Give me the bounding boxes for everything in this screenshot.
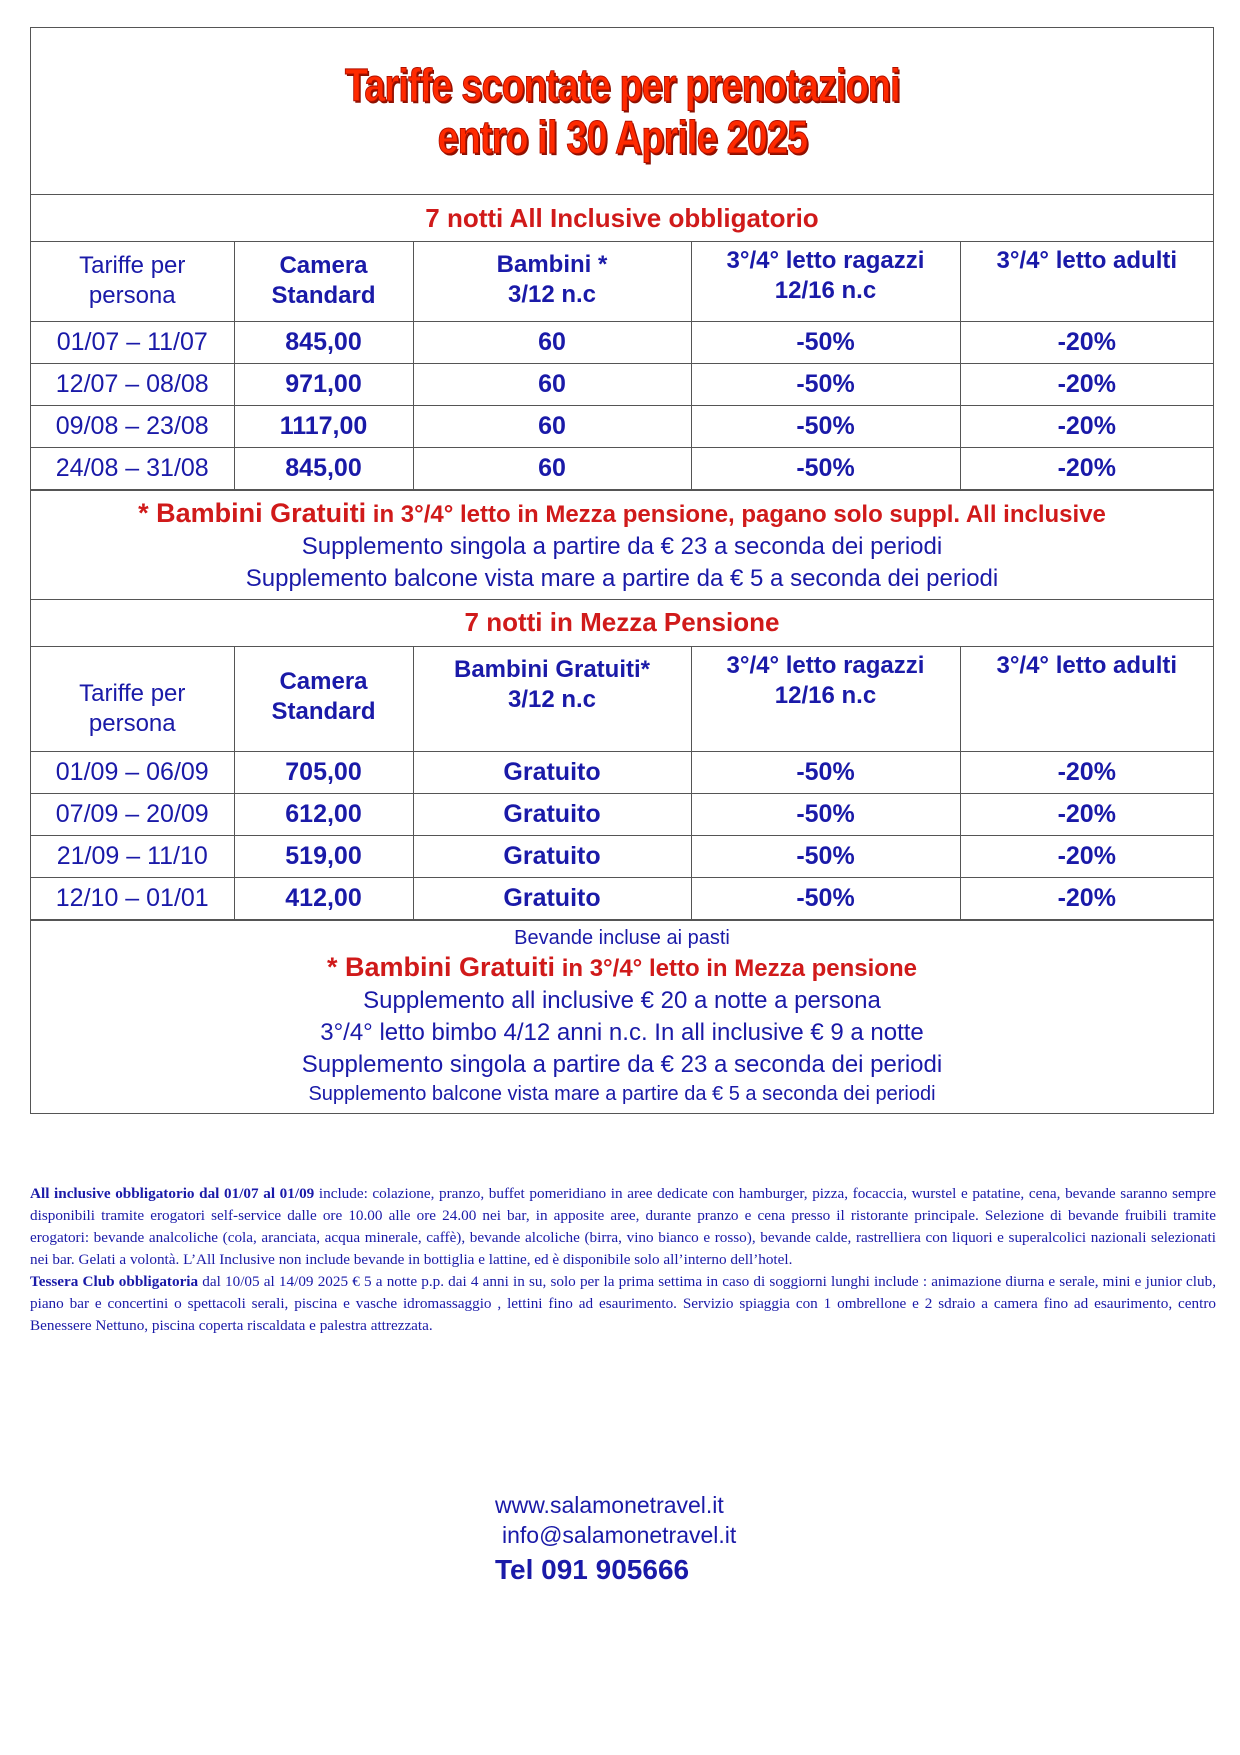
page-title-line-2: entro il 30 Aprile 2025: [437, 111, 807, 163]
cell-teens: -50%: [691, 752, 960, 794]
header-letto-adulti: 3°/4° letto adulti: [960, 647, 1213, 752]
cell-price: 705,00: [234, 752, 413, 794]
cell-period: 09/08 – 23/08: [31, 405, 234, 447]
cell-adults: -20%: [960, 878, 1213, 920]
cell-children: Gratuito: [413, 836, 691, 878]
header-bambini-gratuiti: Bambini Gratuiti* 3/12 n.c: [413, 647, 691, 752]
cell-adults: -20%: [960, 363, 1213, 405]
table-row: [31, 878, 1213, 920]
title-block: [31, 28, 1213, 195]
contact-block: [495, 1490, 895, 1590]
rates-table-all-inclusive: [31, 242, 1213, 490]
cell-teens: -50%: [691, 794, 960, 836]
cell-children: Gratuito: [413, 752, 691, 794]
website-link[interactable]: www.salamonetravel.it: [495, 1492, 724, 1518]
cell-price: 612,00: [234, 794, 413, 836]
note-supplemento-singola: Supplemento singola a partire da € 23 a seconda dei periodi: [301, 532, 943, 560]
table-header-row: [31, 242, 1213, 321]
footnote-all-inclusive: All inclusive obbligatorio dal 01/07 al 01/09 include: colazione, pranzo, buffet pomeridiano in aree dedicate con hamburger, pizza, focaccia, wurstel e patatine, cena, bevande saranno sempre disponibili tramite erogatori self-service dalle ore 10.00 alle ore 24.00 nei bar, in apposite aree, durante pranzo e cena presso il ristorante principale. Selezione di bevande fruibili tramite erogatori: bevande analcoliche (cola, aranciata, acqua minerale, caffè), bevande alcoliche (birra, vino bianco e rosso), bevande calde, rastrelliera con liquori e superalcolici nazionali selezionati nei bar. Gelati a volontà. L’All Inclusive non include bevande in bottiglia e lattine, ed è disponibile solo all’interno dell’hotel.: [30, 1185, 1216, 1268]
cell-period: 12/10 – 01/01: [31, 878, 234, 920]
cell-period: 01/09 – 06/09: [31, 752, 234, 794]
email-link[interactable]: info@salamonetravel.it: [502, 1522, 737, 1548]
rates-table-mezza-pensione: [31, 647, 1213, 921]
table-row: [31, 752, 1213, 794]
table-row: [31, 363, 1213, 405]
cell-adults: -20%: [960, 321, 1213, 363]
header-tariffe: Tariffe per persona: [31, 242, 234, 321]
note-supplemento-balcone: Supplemento balcone vista mare a partire da € 5 a seconda dei periodi: [308, 1083, 936, 1105]
cell-price: 519,00: [234, 836, 413, 878]
cell-children: 60: [413, 363, 691, 405]
table-row: [31, 321, 1213, 363]
cell-price: 1117,00: [234, 405, 413, 447]
cell-price: 845,00: [234, 321, 413, 363]
cell-period: 24/08 – 31/08: [31, 447, 234, 489]
cell-period: 21/09 – 11/10: [31, 836, 234, 878]
section-mezza-pensione-notes: [31, 920, 1213, 1113]
cell-teens: -50%: [691, 321, 960, 363]
rates-document: [30, 27, 1214, 1114]
note-bevande-incluse: Bevande incluse ai pasti: [514, 927, 730, 949]
section-all-inclusive-notes: [31, 490, 1213, 599]
table-header-row: [31, 647, 1213, 752]
cell-teens: -50%: [691, 836, 960, 878]
cell-teens: -50%: [691, 878, 960, 920]
cell-adults: -20%: [960, 794, 1213, 836]
cell-children: Gratuito: [413, 794, 691, 836]
header-camera-standard: Camera Standard: [234, 647, 413, 752]
note-bambini-gratuiti: * Bambini Gratuiti in 3°/4° letto in Mezza pensione: [327, 952, 917, 982]
header-letto-adulti: 3°/4° letto adulti: [960, 242, 1213, 321]
table-row: [31, 447, 1213, 489]
cell-teens: -50%: [691, 363, 960, 405]
cell-price: 971,00: [234, 363, 413, 405]
cell-period: 07/09 – 20/09: [31, 794, 234, 836]
header-bambini: Bambini * 3/12 n.c: [413, 242, 691, 321]
cell-teens: -50%: [691, 447, 960, 489]
cell-price: 412,00: [234, 878, 413, 920]
rates-frame: [30, 27, 1214, 1114]
note-supplemento-balcone: Supplemento balcone vista mare a partire da € 5 a seconda dei periodi: [245, 564, 999, 592]
cell-children: 60: [413, 321, 691, 363]
note-supplemento-singola: Supplemento singola a partire da € 23 a seconda dei periodi: [301, 1051, 943, 1078]
page-title-line-1: Tariffe scontate per prenotazioni: [344, 59, 900, 111]
cell-children: 60: [413, 447, 691, 489]
footnote-conditions: [30, 1183, 1216, 1337]
phone-number: Tel 091 905666: [495, 1554, 690, 1585]
cell-adults: -20%: [960, 752, 1213, 794]
table-row: [31, 405, 1213, 447]
note-bambini-gratuiti: * Bambini Gratuiti in 3°/4° letto in Mezza pensione, pagano solo suppl. All inclusive: [138, 497, 1106, 528]
header-letto-ragazzi: 3°/4° letto ragazzi 12/16 n.c: [691, 647, 960, 752]
cell-teens: -50%: [691, 405, 960, 447]
cell-price: 845,00: [234, 447, 413, 489]
table-row: [31, 836, 1213, 878]
cell-children: 60: [413, 405, 691, 447]
header-tariffe: Tariffe per persona: [31, 647, 234, 752]
table-row: [31, 794, 1213, 836]
cell-period: 01/07 – 11/07: [31, 321, 234, 363]
cell-adults: -20%: [960, 447, 1213, 489]
section-all-inclusive-title: 7 notti All Inclusive obbligatorio: [31, 195, 1213, 242]
note-supplemento-all-inclusive: Supplemento all inclusive € 20 a notte a persona: [363, 987, 881, 1014]
header-camera-standard: Camera Standard: [234, 242, 413, 321]
section-mezza-pensione-title: 7 notti in Mezza Pensione: [31, 599, 1213, 647]
cell-adults: -20%: [960, 405, 1213, 447]
header-letto-ragazzi: 3°/4° letto ragazzi 12/16 n.c: [691, 242, 960, 321]
cell-adults: -20%: [960, 836, 1213, 878]
cell-children: Gratuito: [413, 878, 691, 920]
footnote-tessera-club: Tessera Club obbligatoria dal 10/05 al 14/09 2025 € 5 a notte p.p. dai 4 anni in su, solo per la prima settima in caso di soggiorni lunghi include : animazione diurna e serale, mini e junior club, piano bar e concertini o spettacoli serali, piscina e vasche idromassaggio , lettini fino ad esaurimento. Servizio spiaggia con 1 ombrellone e 2 sdraio a camera fino ad esaurimento, centro Benessere Nettuno, piscina coperta riscaldata e palestra attrezzata.: [30, 1273, 1216, 1334]
cell-period: 12/07 – 08/08: [31, 363, 234, 405]
note-letto-bimbo: 3°/4° letto bimbo 4/12 anni n.c. In all inclusive € 9 a notte: [320, 1019, 924, 1046]
